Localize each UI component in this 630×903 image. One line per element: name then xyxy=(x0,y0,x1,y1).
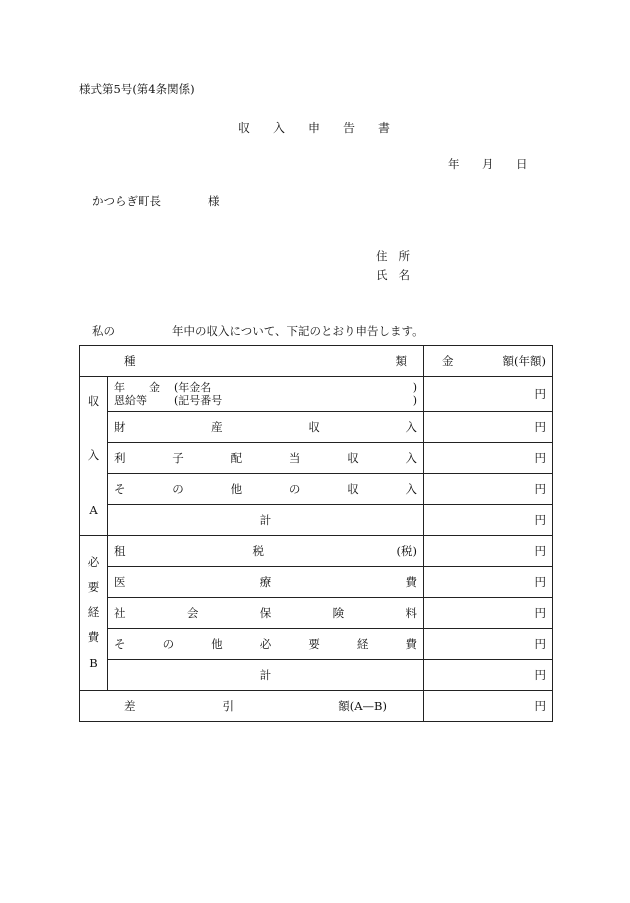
amount-cell: 円 xyxy=(424,443,553,474)
glyph: そ xyxy=(114,482,126,496)
glyph: 金 xyxy=(149,381,160,394)
glyph: 告 xyxy=(342,121,355,135)
glyph: 氏 xyxy=(376,268,388,282)
table-header-row xyxy=(80,346,553,377)
address-label xyxy=(376,248,410,264)
glyph: 類 xyxy=(395,354,407,368)
glyph: 入 xyxy=(87,448,100,463)
income-row-label xyxy=(108,474,424,505)
amount-cell: 円 xyxy=(424,412,553,443)
glyph: 額(年額) xyxy=(502,354,546,368)
table-row xyxy=(80,629,553,660)
glyph: 料 xyxy=(405,606,417,620)
table-row xyxy=(80,567,553,598)
glyph: 名 xyxy=(398,268,410,282)
glyph: 産 xyxy=(211,420,223,434)
glyph: そ xyxy=(114,637,126,651)
glyph: 経 xyxy=(87,605,100,620)
glyph: 当 xyxy=(288,451,301,465)
glyph: B xyxy=(89,655,98,670)
glyph: 子 xyxy=(172,451,184,465)
header-amount xyxy=(424,346,553,377)
glyph: 種 xyxy=(124,354,136,368)
table-row xyxy=(80,691,553,722)
table-row xyxy=(80,598,553,629)
glyph: 租 xyxy=(114,544,126,558)
header-kind xyxy=(80,346,424,377)
date-month: 月 xyxy=(482,157,494,171)
table-row xyxy=(80,377,553,412)
glyph: 入 xyxy=(405,451,417,465)
glyph: 入 xyxy=(405,482,417,496)
table-row xyxy=(80,536,553,567)
table-row xyxy=(80,505,553,536)
table-row xyxy=(80,474,553,505)
glyph: 住 xyxy=(376,249,388,263)
amount-cell: 円 xyxy=(424,567,553,598)
table-row xyxy=(80,443,553,474)
glyph: の xyxy=(288,482,301,496)
statement-text: 年中の収入について、下記のとおり申告します。 xyxy=(172,324,424,338)
pension-name-close: ) xyxy=(412,381,417,394)
glyph: 税 xyxy=(252,544,264,558)
addressee-name: かつらぎ町長 xyxy=(92,194,161,208)
glyph: 険 xyxy=(332,606,345,620)
form-number: 様式第5号(第4条関係) xyxy=(79,82,195,96)
date-day: 日 xyxy=(516,157,528,171)
glyph: A xyxy=(89,502,98,517)
expense-row-label xyxy=(108,567,424,598)
pension-number-close: ) xyxy=(412,394,417,407)
glyph: 収 xyxy=(347,482,359,496)
amount-cell: 円 xyxy=(424,691,553,722)
amount-cell: 円 xyxy=(424,536,553,567)
pension-number-field: (記号番号 xyxy=(174,394,223,407)
income-declaration-table xyxy=(79,345,553,722)
glyph: 療 xyxy=(259,575,272,589)
statement-prefix: 私の xyxy=(92,324,115,338)
glyph: 引 xyxy=(222,699,234,713)
amount-cell: 円 xyxy=(424,474,553,505)
glyph: 年 xyxy=(114,381,125,394)
pension-cell xyxy=(108,377,424,412)
difference-suffix: 額(A—B) xyxy=(338,699,387,713)
page-title xyxy=(238,119,390,136)
expense-row-label xyxy=(108,629,424,660)
glyph: 金 xyxy=(442,354,454,368)
glyph: 費 xyxy=(405,575,417,589)
expense-subtotal-label: 計 xyxy=(108,660,424,691)
date-year: 年 xyxy=(448,157,460,171)
addressee-honorific: 様 xyxy=(208,194,220,208)
glyph: 経 xyxy=(356,637,369,651)
glyph: 書 xyxy=(377,121,390,135)
glyph: 入 xyxy=(272,121,285,135)
glyph: 収 xyxy=(347,451,359,465)
amount-cell: 円 xyxy=(424,629,553,660)
glyph: 収 xyxy=(238,121,251,135)
glyph: 必 xyxy=(259,637,272,651)
pension-key-2: 恩給等 xyxy=(114,394,147,407)
difference-label xyxy=(80,691,424,722)
glyph: 配 xyxy=(230,451,243,465)
glyph: 要 xyxy=(87,580,100,595)
income-group-label xyxy=(80,377,108,536)
glyph: 医 xyxy=(114,575,126,589)
tax-row-label xyxy=(108,536,424,567)
glyph: 収 xyxy=(87,394,100,408)
expense-group-label xyxy=(80,536,108,691)
glyph: 入 xyxy=(405,420,417,434)
glyph: 費 xyxy=(87,630,100,645)
glyph: 費 xyxy=(405,637,417,651)
glyph: の xyxy=(162,637,175,651)
glyph: 財 xyxy=(114,420,126,434)
amount-cell: 円 xyxy=(424,377,553,412)
expense-row-label xyxy=(108,598,424,629)
income-row-label xyxy=(108,412,424,443)
glyph: 他 xyxy=(211,637,223,651)
glyph: 差 xyxy=(124,699,136,713)
tax-suffix: (税) xyxy=(396,544,417,558)
glyph: 必 xyxy=(87,555,100,569)
table-row xyxy=(80,660,553,691)
glyph: 収 xyxy=(308,420,320,434)
glyph: 要 xyxy=(308,637,320,651)
glyph: 他 xyxy=(230,482,243,496)
glyph: 社 xyxy=(114,606,126,620)
glyph: 申 xyxy=(307,121,320,135)
amount-cell: 円 xyxy=(424,598,553,629)
glyph: 利 xyxy=(114,451,126,465)
pension-name-field: (年金名 xyxy=(174,381,212,394)
income-subtotal-label: 計 xyxy=(108,505,424,536)
amount-cell: 円 xyxy=(424,505,553,536)
glyph: 会 xyxy=(186,606,199,620)
amount-cell: 円 xyxy=(424,660,553,691)
name-label xyxy=(376,267,410,283)
income-row-label xyxy=(108,443,424,474)
glyph: 保 xyxy=(259,606,272,620)
glyph: の xyxy=(172,482,184,496)
table-row xyxy=(80,412,553,443)
glyph: 所 xyxy=(398,249,410,263)
